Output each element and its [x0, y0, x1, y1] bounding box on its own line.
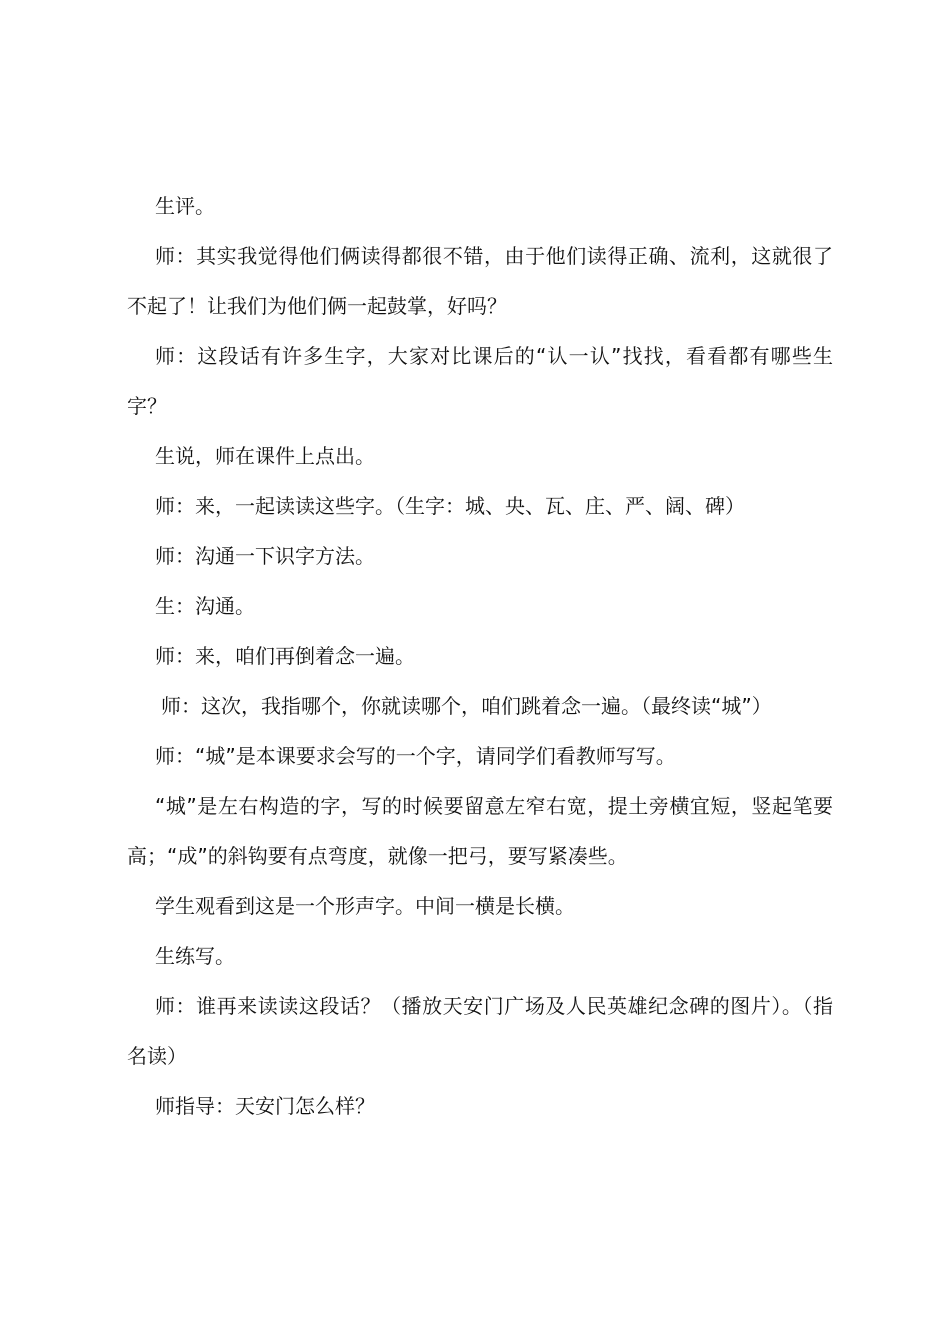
paragraph: 生练写。 [155, 944, 235, 968]
paragraph: “城”是左右构造的字，写的时候要留意左窄右宽，提土旁横宜短，竖起笔要高；“成”的斜钩要有点弯度，就像一把弓，要写紧凑些。 [127, 794, 833, 868]
paragraph: 师：这段话有许多生字，大家对比课后的“认一认”找找，看看都有哪些生字？ [127, 344, 833, 418]
paragraph: 师：其实我觉得他们俩读得都很不错，由于他们读得正确、流利，这就很了不起了！让我们为他们俩一起鼓掌，好吗？ [127, 244, 833, 318]
paragraph: 生评。 [155, 194, 215, 218]
paragraph: 生：沟通。 [155, 594, 255, 618]
paragraph: 师指导：天安门怎么样？ [155, 1094, 375, 1118]
document-body [127, 181, 833, 1131]
paragraph: 生说，师在课件上点出。 [155, 444, 375, 468]
paragraph: 师：来，一起读读这些字。（生字：城、央、瓦、庄、严、阔、碑） [155, 494, 745, 518]
paragraph: 师：沟通一下识字方法。 [155, 544, 375, 568]
paragraph: 师：谁再来读读这段话？（播放天安门广场及人民英雄纪念碑的图片）。（指名读） [127, 994, 833, 1068]
paragraph: 师：这次，我指哪个，你就读哪个，咱们跳着念一遍。（最终读“城”） [161, 694, 772, 718]
paragraph: 师：“城”是本课要求会写的一个字，请同学们看教师写写。 [155, 744, 676, 768]
paragraph: 学生观看到这是一个形声字。中间一横是长横。 [155, 894, 575, 918]
paragraph: 师：来，咱们再倒着念一遍。 [155, 644, 415, 668]
